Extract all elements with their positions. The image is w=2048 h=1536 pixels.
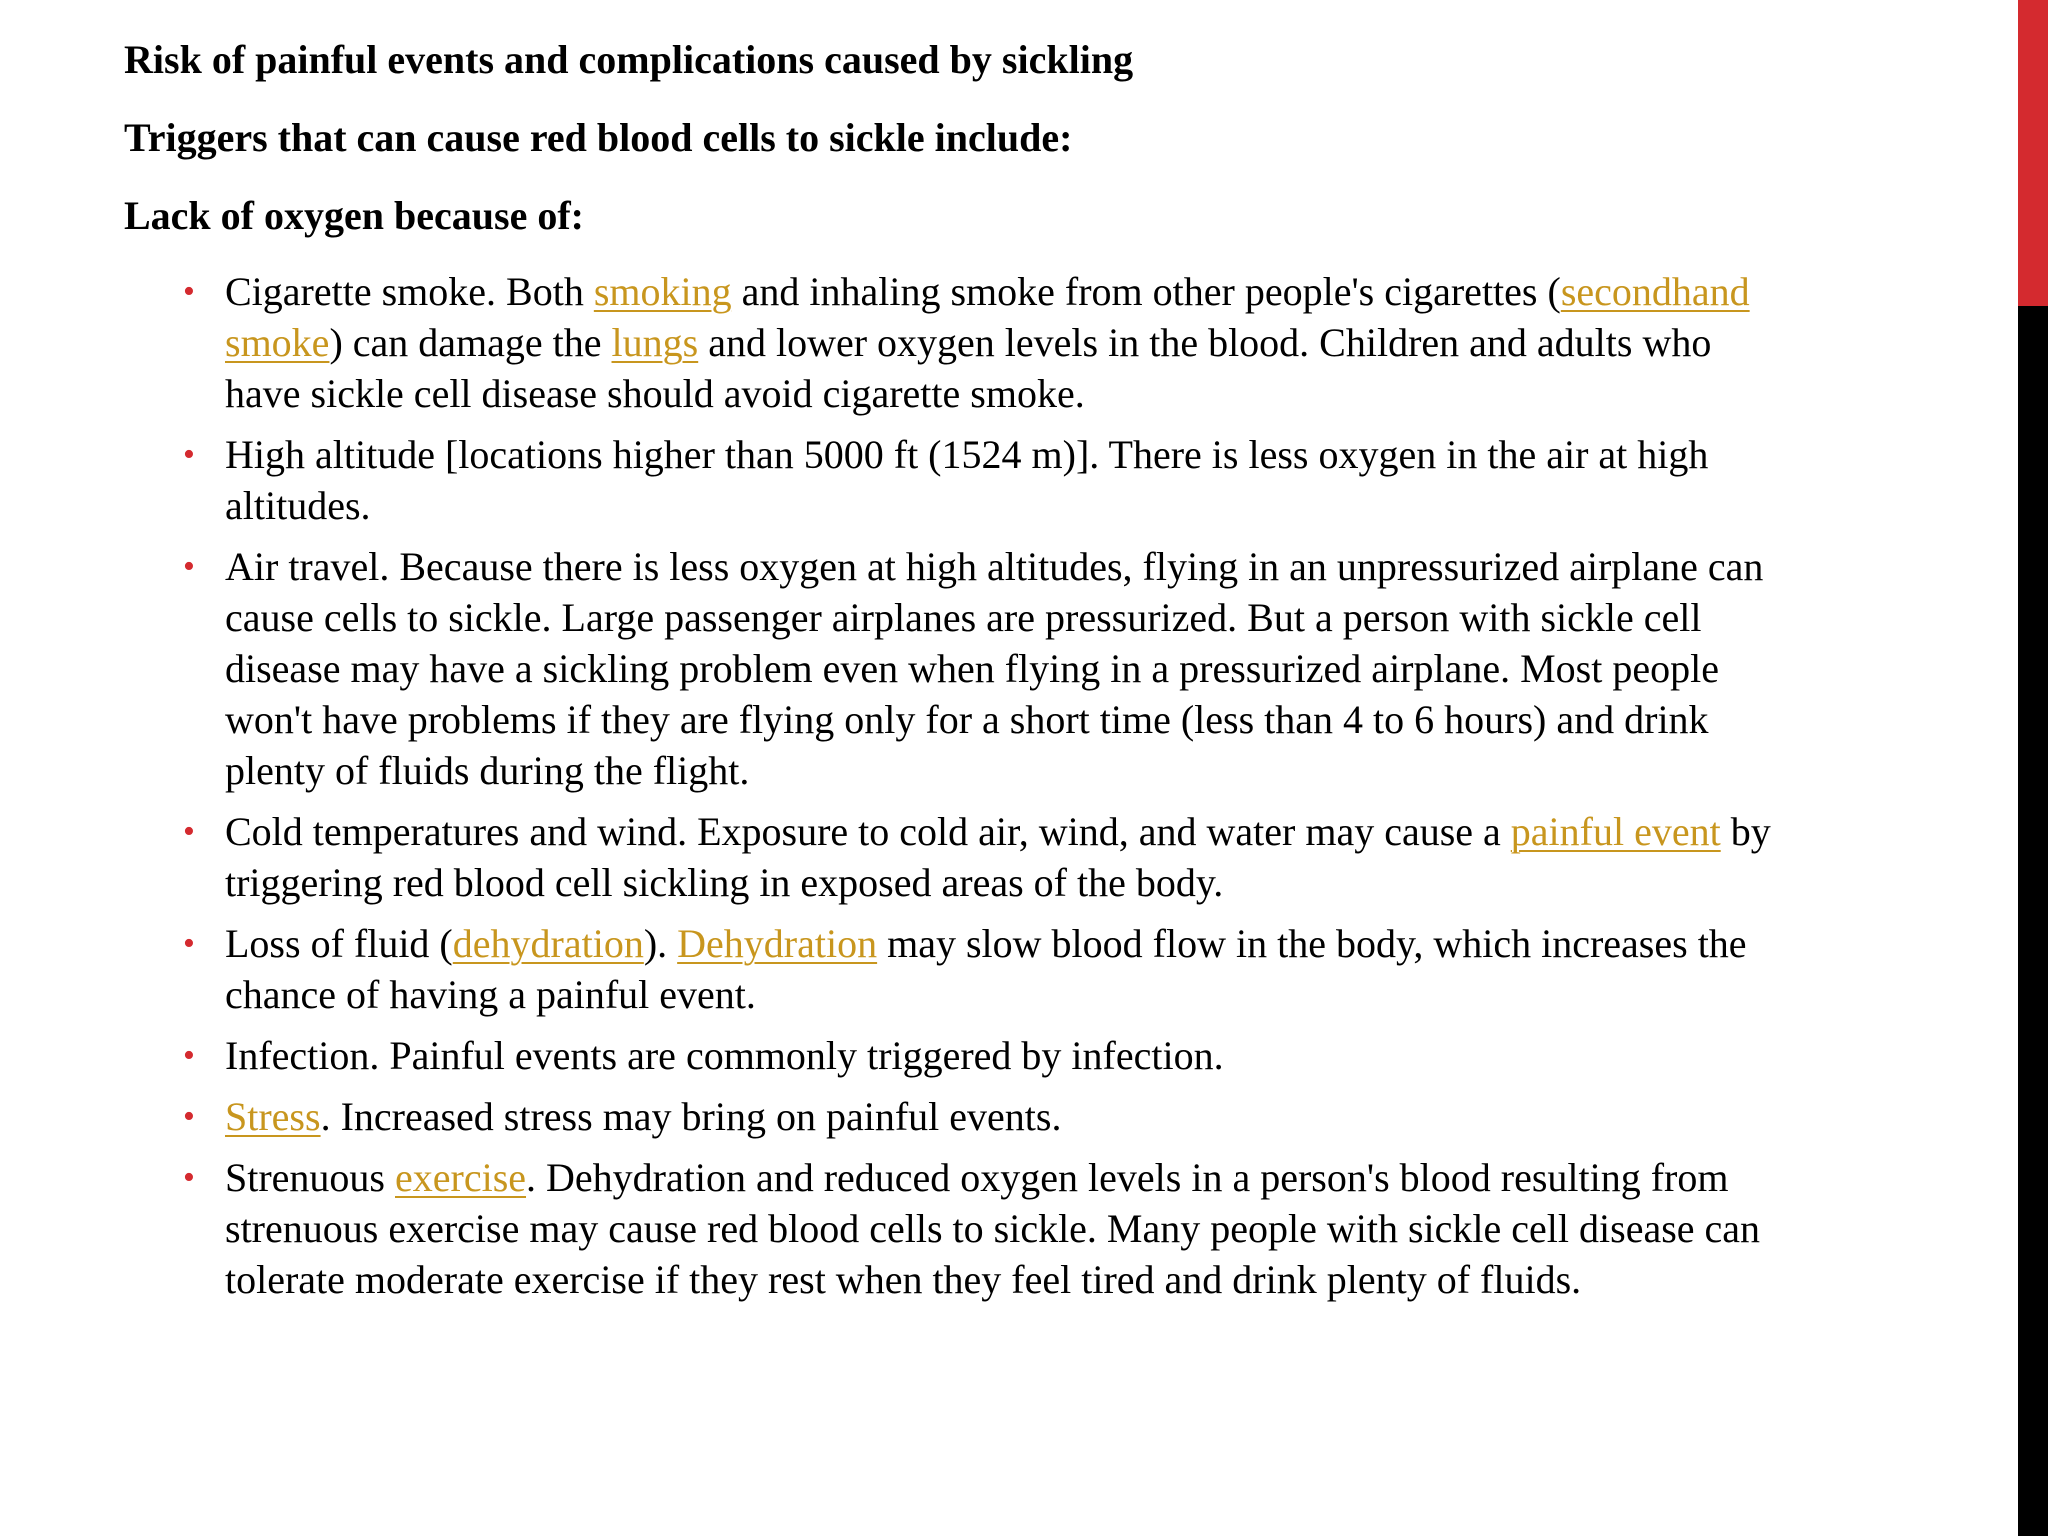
link-exercise[interactable]: exercise (395, 1155, 527, 1200)
list-item-text: ) can damage the (329, 320, 612, 365)
list-item-text: Loss of fluid ( (225, 921, 453, 966)
list-item (183, 1091, 1794, 1142)
list-item-text: Cigarette smoke. Both (225, 269, 594, 314)
slide-title: Risk of painful events and complications caused by sickling (124, 37, 1134, 82)
link-stress[interactable]: Stress (225, 1094, 321, 1139)
list-item-text: and inhaling smoke from other people's cigarettes ( (731, 269, 1561, 314)
bullet-icon: • (183, 548, 195, 585)
link-lungs[interactable]: lungs (611, 320, 699, 365)
bullet-icon: • (183, 273, 195, 310)
list-item-text: ). (643, 921, 678, 966)
list-item-text: . Dehydration and reduced oxygen levels in a person's blood resulting from strenuous exercise may cause red blood cells to sickle. Many people with sickle cell disease can tolerate moderate exercise if they rest when they feel tired and drink plenty of fluids. (225, 1155, 1761, 1302)
list-item-text: may slow blood flow in the body, which increases the chance of having a painful event. (225, 921, 1747, 1017)
link-smoking[interactable]: smoking (593, 269, 732, 314)
link-painful-event[interactable]: painful event (1510, 809, 1721, 854)
list-item-text: Infection. Painful events are commonly triggered by infection. (225, 1033, 1224, 1078)
slide-content (124, 36, 1794, 1315)
list-item (183, 266, 1794, 419)
list-item (183, 429, 1794, 531)
accent-bar-black (2018, 306, 2048, 1536)
list-item-text: Cold temperatures and wind. Exposure to cold air, wind, and water may cause a (225, 809, 1511, 854)
list-item-text: . Increased stress may bring on painful events. (320, 1094, 1062, 1139)
list-item (183, 806, 1794, 908)
accent-bar-red (2018, 0, 2048, 306)
list-item-text: Strenuous (225, 1155, 395, 1200)
bullet-icon: • (183, 1098, 195, 1135)
trigger-list (124, 266, 1794, 1305)
link-dehydration[interactable]: Dehydration (677, 921, 878, 966)
lack-of-oxygen-heading: Lack of oxygen because of: (124, 193, 584, 238)
list-item-text: Air travel. Because there is less oxygen at high altitudes, flying in an unpressurized airplane can cause cells to sickle. Large passenger airplanes are pressurized. But a person with sickle cell disease may have a sickling problem even when flying in a pressurized airplane. Most people won't have problems if they are flying only for a short time (less than 4 to 6 hours) and drink plenty of fluids during the flight. (225, 544, 1764, 793)
bullet-icon: • (183, 813, 195, 850)
list-item (183, 1152, 1794, 1305)
list-item (183, 918, 1794, 1020)
link-secondhand-smoke[interactable]: secondhand smoke (225, 269, 1750, 365)
triggers-heading: Triggers that can cause red blood cells to sickle include: (124, 115, 1073, 160)
bullet-icon: • (183, 436, 195, 473)
list-item-text: and lower oxygen levels in the blood. Children and adults who have sickle cell disease should avoid cigarette smoke. (225, 320, 1712, 416)
bullet-icon: • (183, 1159, 195, 1196)
list-item-text: by triggering red blood cell sickling in exposed areas of the body. (225, 809, 1771, 905)
bullet-icon: • (183, 925, 195, 962)
list-item (183, 541, 1794, 796)
bullet-icon: • (183, 1037, 195, 1074)
list-item-text: High altitude [locations higher than 5000 ft (1524 m)]. There is less oxygen in the air at high altitudes. (225, 432, 1709, 528)
link-dehydration[interactable]: dehydration (452, 921, 644, 966)
list-item (183, 1030, 1794, 1081)
